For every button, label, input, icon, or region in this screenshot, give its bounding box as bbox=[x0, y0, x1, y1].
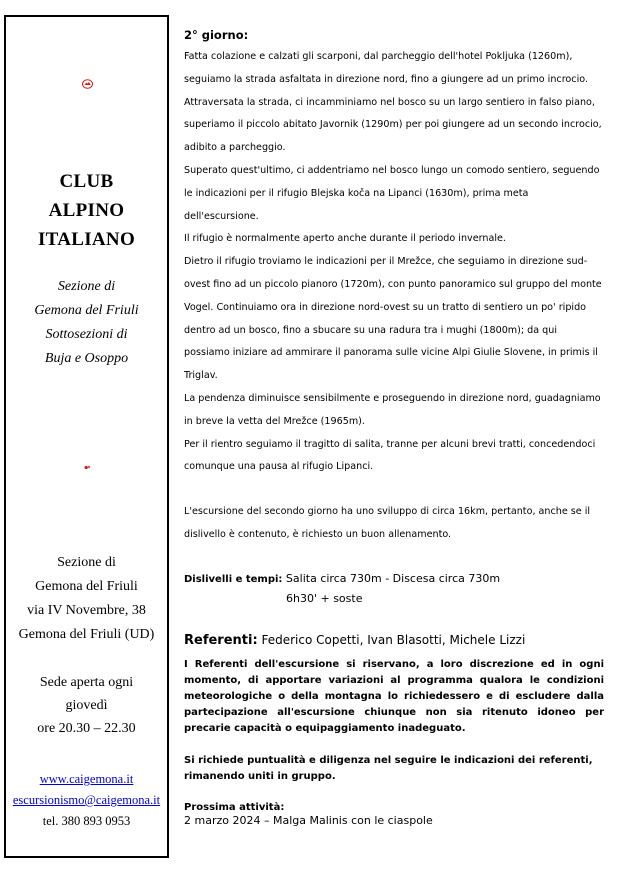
club-title-line: ITALIANO bbox=[37, 229, 136, 250]
tempi-value: 6h30' + soste bbox=[286, 591, 363, 605]
main-content bbox=[184, 28, 604, 827]
puntualita-notice: Si richiede puntualità e diligenza nel seguire le indicazioni dei referenti, rimanendo uniti in gruppo. bbox=[184, 754, 593, 782]
dislivelli-label: Dislivelli e tempi: bbox=[184, 573, 283, 585]
website-link[interactable]: www.caigemona.it bbox=[39, 772, 134, 786]
sezione-line: Sezione di bbox=[57, 279, 116, 294]
club-title-line: ALPINO bbox=[48, 200, 125, 221]
day-heading: 2° giorno: bbox=[184, 28, 249, 42]
referenti-row bbox=[184, 632, 604, 649]
itinerary-paragraph: Fatta colazione e calzati gli scarponi, dal parcheggio dell'hotel Pokljuka (1260m), seguiamo la strada asfaltata in direzione nord, fino a giungere ad un primo incrocio. Attraversata la strada, ci incamminiamo nel bosco su un largo sentiero in falso piano, superiamo il piccolo abitato Javornik (1290m) per poi giungere ad un secondo incrocio, adibito a parcheggio. bbox=[184, 51, 602, 154]
hours-block bbox=[6, 671, 167, 740]
referenti-disclaimer: I Referenti dell'escursione si riservano, a loro discrezione ed in ogni momento, di apportare variazioni al programma qualora le condizioni meteorologiche o della montagna lo richiedessero e di escludere dalla partecipazione all'escursione chiunque non sia ritenuto idoneo per precarie capacità o equipaggiamento inadeguato. bbox=[184, 658, 604, 734]
hours-line: giovedì bbox=[65, 698, 108, 713]
sezione-block bbox=[6, 275, 167, 371]
itinerary-paragraph: La pendenza diminuisce sensibilmente e proseguendo in direzione nord, guadagniamo in breve la vetta del Mrežce (1965m). bbox=[184, 392, 601, 427]
small-logo-icon bbox=[84, 464, 91, 471]
sviluppo-paragraph: L'escursione del secondo giorno ha uno sviluppo di circa 16km, pertanto, anche se il dislivello è contenuto, è richiesto un buon allenamento. bbox=[184, 506, 591, 540]
sezione-line: Buja e Osoppo bbox=[44, 351, 129, 366]
referenti-names: Federico Copetti, Ivan Blasotti, Michele Lizzi bbox=[257, 632, 526, 647]
dislivelli-value: Salita circa 730m - Discesa circa 730m bbox=[282, 571, 501, 585]
prossima-label: Prossima attività: bbox=[184, 801, 285, 813]
prossima-value: 2 marzo 2024 – Malga Malinis con le ciaspole bbox=[184, 813, 433, 827]
address-line: Sezione di bbox=[57, 555, 116, 570]
telephone-number: tel. 380 893 0953 bbox=[42, 814, 131, 828]
paragraph-spacer bbox=[184, 479, 604, 501]
dislivelli-block bbox=[184, 569, 604, 608]
itinerary-paragraph: Per il rientro seguiamo il tragitto di salita, tranne per alcuni brevi tratti, concedendoci comunque una pausa al rifugio Lipanci. bbox=[184, 438, 596, 473]
address-line: Gemona del Friuli bbox=[35, 579, 138, 594]
club-title bbox=[6, 167, 167, 254]
club-title-line: CLUB bbox=[59, 171, 114, 192]
address-line: Gemona del Friuli (UD) bbox=[18, 627, 155, 642]
contacts-block bbox=[6, 769, 167, 832]
hours-line: ore 20.30 – 22.30 bbox=[37, 721, 136, 736]
prossima-attivita bbox=[184, 801, 604, 827]
itinerary-paragraph: Superato quest'ultimo, ci addentriamo nel bosco lungo un comodo sentiero, seguendo le indicazioni per il rifugio Blejska koča na Lipanci (1630m), prima meta dell'escursione. bbox=[184, 164, 600, 222]
address-line: via IV Novembre, 38 bbox=[27, 603, 146, 618]
itinerary-paragraph: Il rifugio è normalmente aperto anche durante il periodo invernale. bbox=[184, 233, 506, 245]
dislivelli-row bbox=[184, 569, 604, 589]
referenti-label: Referenti: bbox=[184, 632, 258, 648]
hours-line: Sede aperta ogni bbox=[39, 675, 134, 690]
sezione-line: Sottosezioni di bbox=[45, 327, 128, 342]
email-link[interactable]: escursionismo@caigemona.it bbox=[12, 793, 161, 807]
cai-logo-icon bbox=[82, 79, 93, 89]
address-block bbox=[6, 551, 167, 647]
itinerary-paragraph: Dietro il rifugio troviamo le indicazioni per il Mrežce, che seguiamo in direzione sud-ovest fino ad un piccolo pianoro (1720m), con punto panoramico sul gruppo del monte Vogel. Continuiamo ora in direzione nord-ovest su un tratto di sentiero un po' ripido dentro ad un bosco, fino a sbucare su una radura tra i mughi (1800m); da qui possiamo iniziare ad ammirare il panorama sulle vicine Alpi Giulie Slovene, in primis il Triglav. bbox=[184, 256, 602, 382]
sidebar-panel bbox=[4, 15, 169, 858]
sezione-line: Gemona del Friuli bbox=[34, 303, 139, 318]
